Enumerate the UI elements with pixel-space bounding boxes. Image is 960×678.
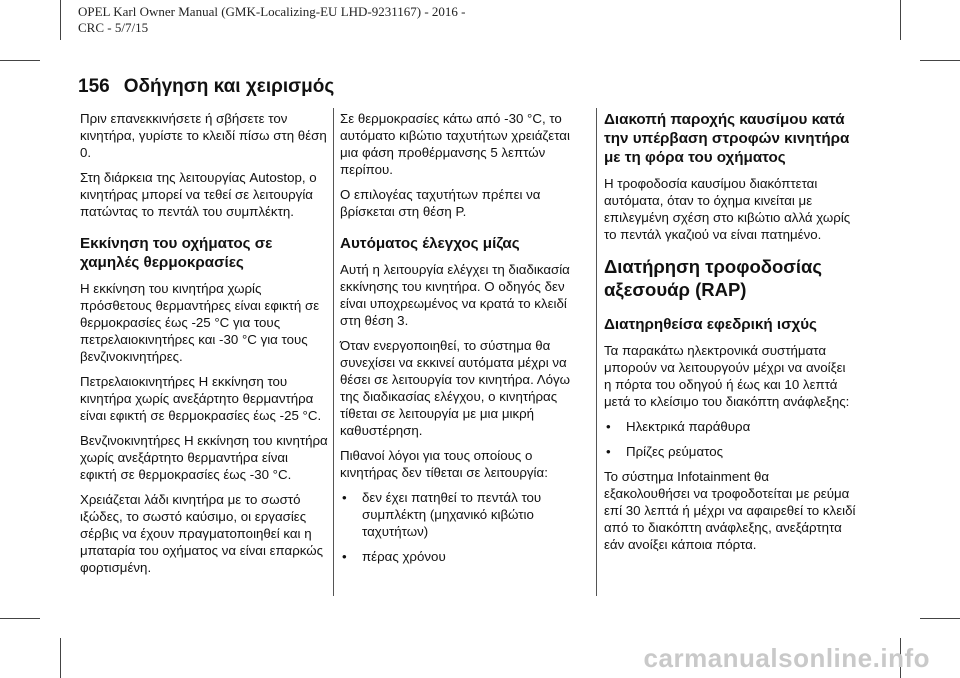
list-item-text: Πρίζες ρεύματος <box>626 444 723 459</box>
section-heading: Αυτόματος έλεγχος μίζας <box>340 235 520 252</box>
text-column-3 <box>604 110 856 561</box>
paragraph: Στη διάρκεια της λειτουργίας Autostop, ο κινητήρας μπορεί να τεθεί σε λειτουργία πατώντας το πεντάλ του συμπλέκτη. <box>80 170 317 219</box>
header-line: OPEL Karl Owner Manual (GMK-Localizing-EU LHD-9231167) - 2016 - <box>78 4 466 19</box>
page-title: Οδήγηση και χειρισμός <box>123 76 335 97</box>
bullet-icon: • <box>342 490 347 505</box>
section-heading: Διατηρηθείσα εφεδρική ισχύς <box>604 316 817 333</box>
list-item <box>340 548 588 565</box>
column-divider <box>333 108 334 596</box>
page-heading <box>78 76 334 98</box>
paragraph: Σε θερμοκρασίες κάτω από -30 °C, το αυτόματο κιβώτιο ταχυτήτων χρειάζεται μια φάση προθέρμανσης 5 λεπτών περίπου. <box>340 111 570 177</box>
paragraph: Πετρελαιοκινητήρες Η εκκίνηση του κινητήρα χωρίς ανεξάρτητο θερμαντήρα είναι εφικτή σε θερμοκρασίες έως -25 °C. <box>80 374 322 423</box>
chapter-heading: Διατήρηση τροφοδοσίας αξεσουάρ (RAP) <box>604 256 823 300</box>
watermark: carmanualsonline.info <box>643 643 930 673</box>
paragraph: Βενζινοκινητήρες Η εκκίνηση του κινητήρα χωρίς ανεξάρτητο θερμαντήρα είναι εφικτή σε θερμοκρασίες έως -30 °C. <box>80 433 328 482</box>
section-heading: Διακοπή παροχής καυσίμου κατά την υπέρβαση στροφών κινητήρα με τη φόρα του οχήματος <box>604 111 850 166</box>
crop-mark <box>920 618 960 619</box>
paragraph: Ο επιλογέας ταχυτήτων πρέπει να βρίσκεται στη θέση P. <box>340 187 541 219</box>
paragraph: Πιθανοί λόγοι για τους οποίους ο κινητήρας δεν τίθεται σε λειτουργία: <box>340 448 548 480</box>
crop-mark <box>920 60 960 61</box>
bullet-icon: • <box>606 419 611 434</box>
text-column-2 <box>340 110 588 573</box>
paragraph: Το σύστημα Infotainment θα εξακολουθήσει να τροφοδοτείται με ρεύμα επί 30 λεπτά ή μέχρι να αφαιρεθεί το κλειδί από το διακόπτη ανάφλεξης, ανεξάρτητα εάν ανοίξει κάποια πόρτα. <box>604 469 856 552</box>
page-number: 156 <box>78 76 110 97</box>
list-item <box>604 443 856 460</box>
crop-mark <box>0 60 40 61</box>
crop-mark <box>60 638 61 678</box>
paragraph: Τα παρακάτω ηλεκτρονικά συστήματα μπορούν να λειτουργούν μέχρι να ανοίξει η πόρτα του οδηγού ή έως και 10 λεπτά μετά το κλείσιμο του διακόπτη ανάφλεξης: <box>604 343 850 409</box>
list-item <box>340 489 588 540</box>
column-divider <box>596 108 597 596</box>
text-column-1 <box>80 110 328 584</box>
paragraph: Χρειάζεται λάδι κινητήρα με το σωστό ιξώδες, το σωστό καύσιμο, οι εργασίες σέρβις να έχουν πραγματοποιηθεί και η μπαταρία του οχήματος να είναι επαρκώς φορτισμένη. <box>80 492 324 575</box>
list-item-text: πέρας χρόνου <box>362 549 446 564</box>
paragraph: Αυτή η λειτουργία ελέγχει τη διαδικασία εκκίνησης του κινητήρα. Ο οδηγός δεν είναι υποχρεωμένος να κρατά το κλειδί στη θέση 3. <box>340 262 570 328</box>
bullet-icon: • <box>342 549 347 564</box>
list-item-text: Ηλεκτρικά παράθυρα <box>626 419 751 434</box>
crop-mark <box>900 0 901 40</box>
list-item-text: δεν έχει πατηθεί το πεντάλ του συμπλέκτη (μηχανικό κιβώτιο ταχυτήτων) <box>362 490 542 539</box>
section-heading: Εκκίνηση του οχήματος σε χαμηλές θερμοκρασίες <box>80 235 273 271</box>
document-header <box>78 4 466 36</box>
paragraph: Η εκκίνηση του κινητήρα χωρίς πρόσθετους θερμαντήρες είναι εφικτή σε θερμοκρασίες έως -25 °C για τους πετρελαιοκινητήρες και -30 °C για τους βενζινοκινητήρες. <box>80 281 320 364</box>
paragraph: Πριν επανεκκινήσετε ή σβήσετε τον κινητήρα, γυρίστε το κλειδί πίσω στη θέση 0. <box>80 111 327 160</box>
crop-mark <box>0 618 40 619</box>
paragraph: Η τροφοδοσία καυσίμου διακόπτεται αυτόματα, όταν το όχημα κινείται με επιλεγμένη σχέση στο κιβώτιο αλλά χωρίς το πεντάλ γκαζιού να είναι πατημένο. <box>604 176 851 242</box>
list-item <box>604 418 856 435</box>
bullet-icon: • <box>606 444 611 459</box>
paragraph: Όταν ενεργοποιηθεί, το σύστημα θα συνεχίσει να εκκινεί αυτόματα μέχρι να θέσει σε λειτουργία τον κινητήρα. Λόγω της διαδικασίας ελέγχου, ο κινητήρας τίθεται σε λειτουργία με μια μικρή καθυστέρηση. <box>340 338 571 438</box>
header-line: CRC - 5/7/15 <box>78 20 149 35</box>
crop-mark <box>60 0 61 40</box>
